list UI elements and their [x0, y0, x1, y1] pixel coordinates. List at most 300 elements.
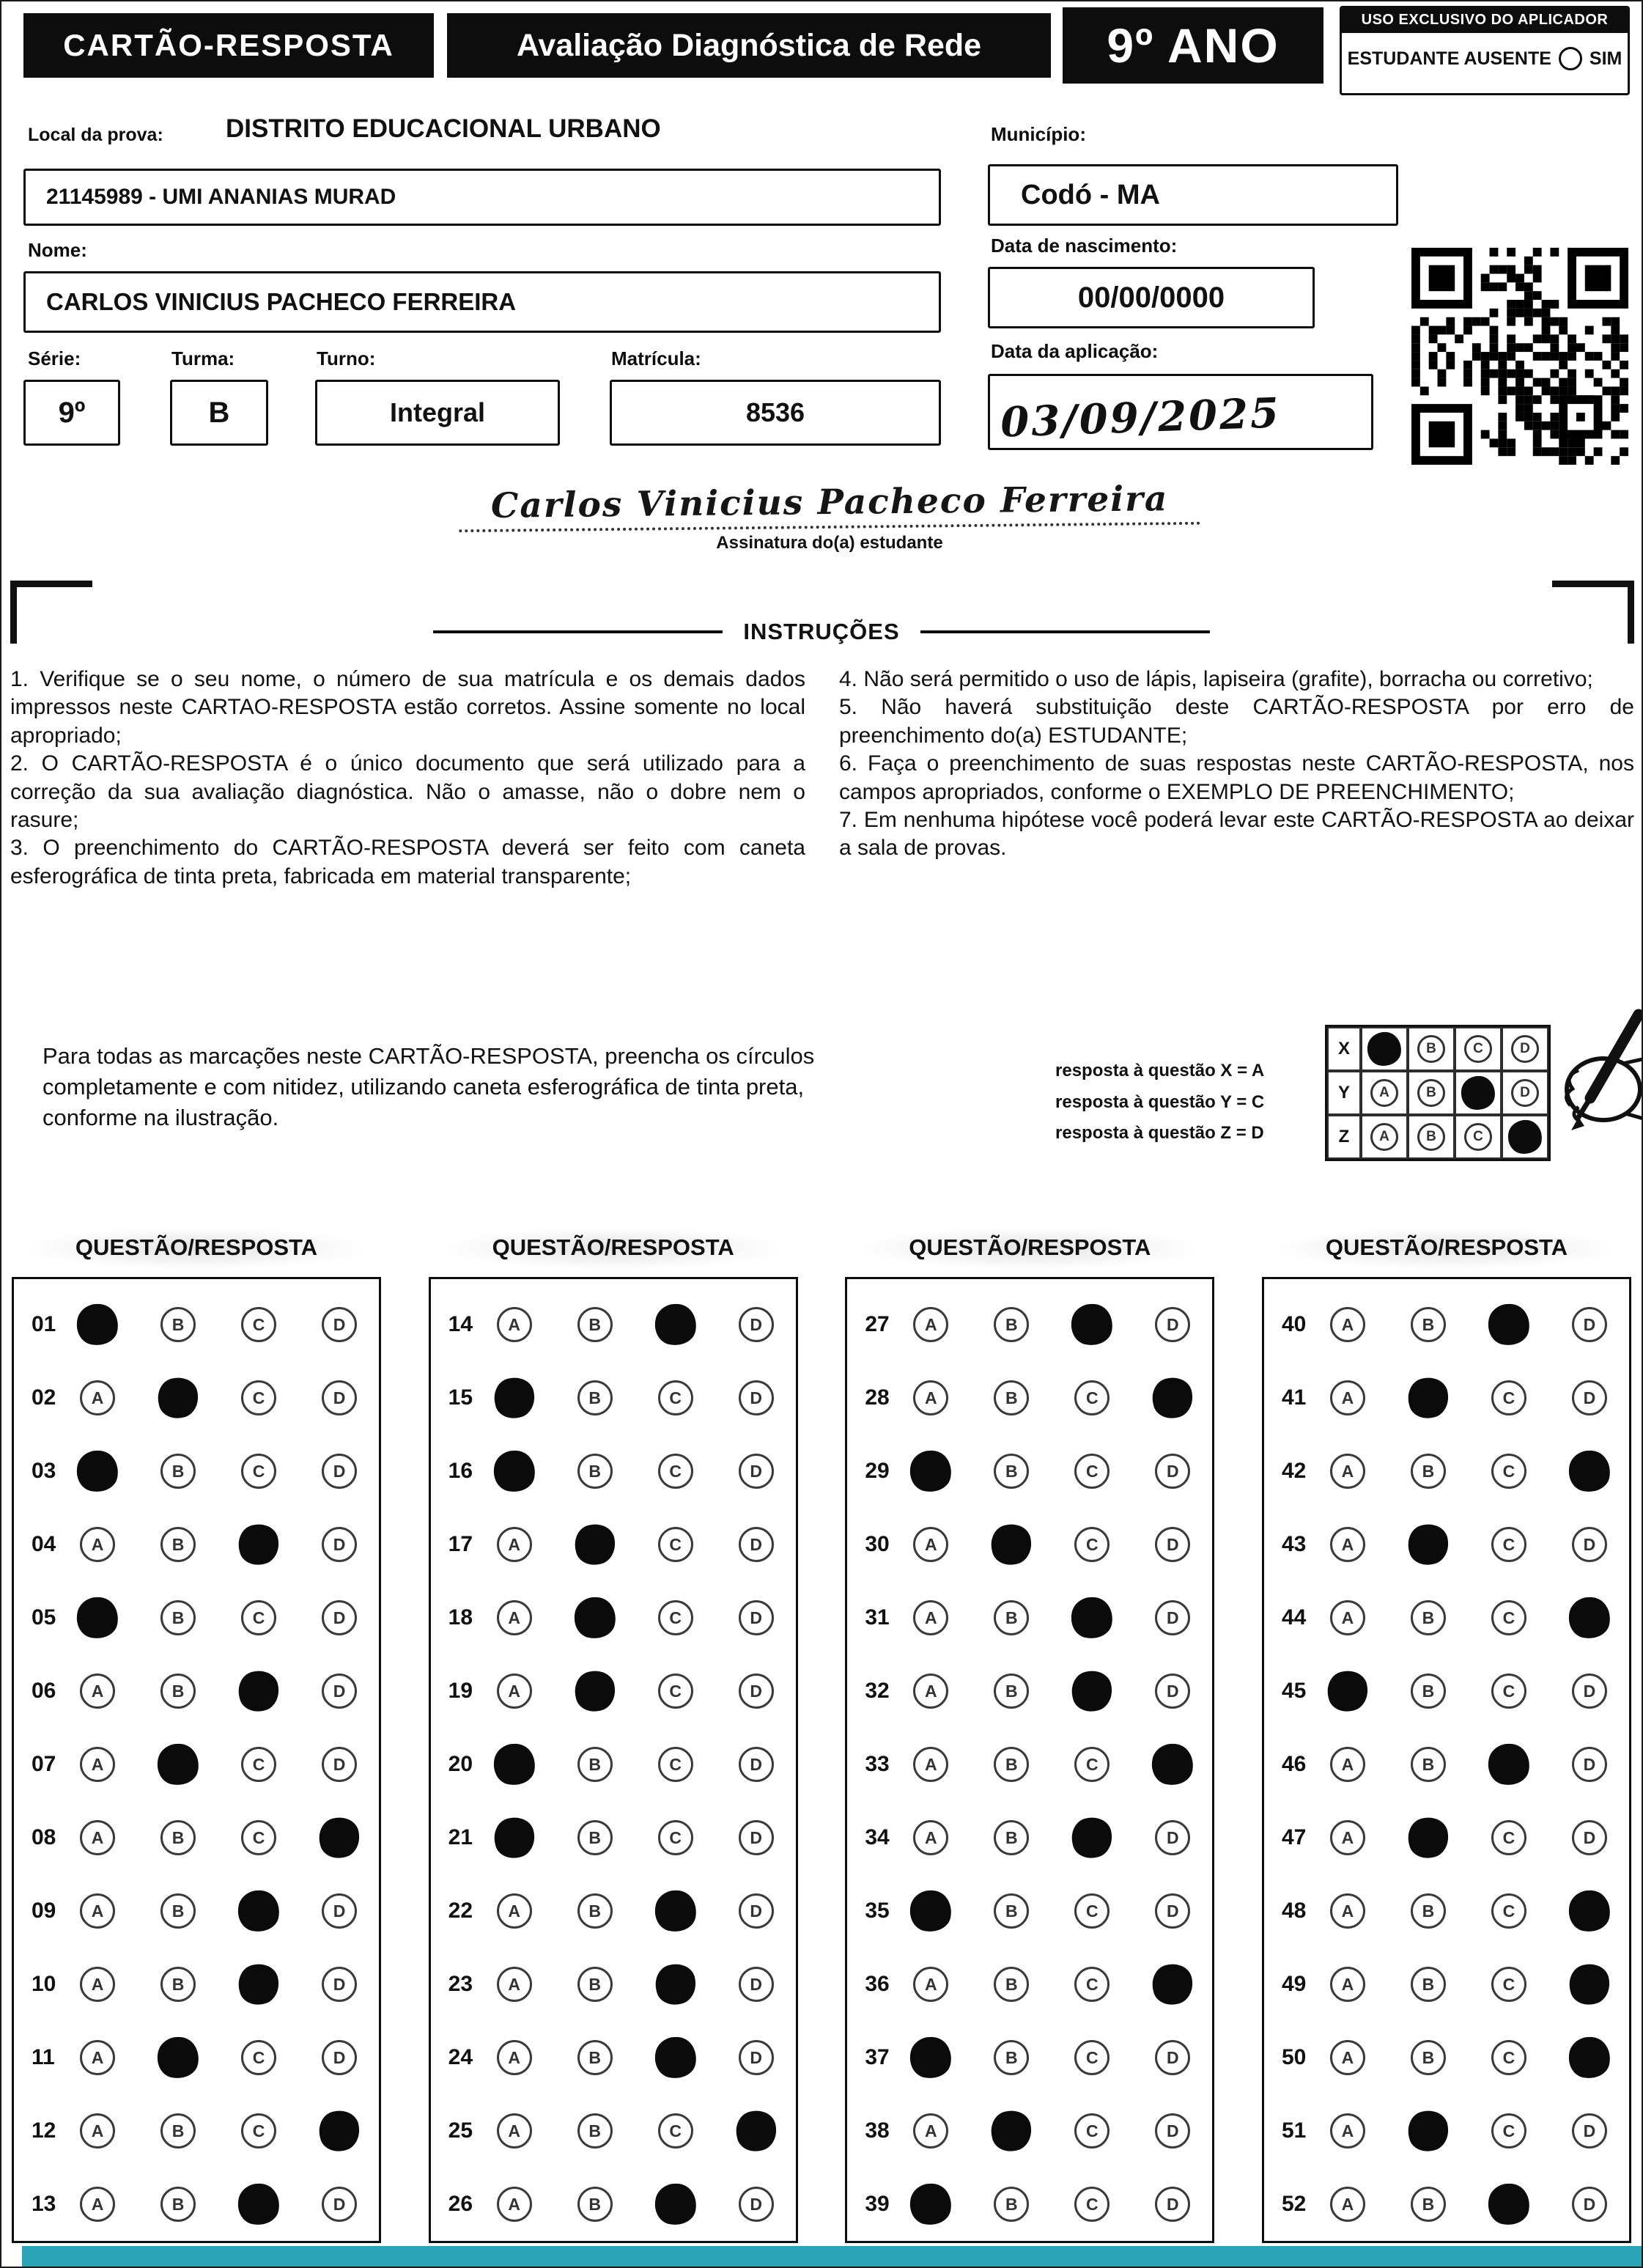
answer-bubble-33-d[interactable]: [1148, 1739, 1197, 1789]
turno-label: Turno:: [317, 347, 376, 369]
answer-bubble-20-c[interactable]: C: [658, 1747, 693, 1782]
bubble-group: [80, 2187, 357, 2222]
answer-bubble-28-b[interactable]: B: [994, 1380, 1029, 1415]
local-label: Local da prova:: [28, 125, 163, 145]
handwritten-date: 03/09/2025: [1000, 389, 1282, 447]
answer-bubble-31-d[interactable]: D: [1155, 1600, 1190, 1635]
question-row: [865, 1654, 1190, 1728]
answer-bubble-27-d[interactable]: D: [1155, 1307, 1190, 1342]
question-number: 48: [1281, 1899, 1307, 1923]
answer-grid: [429, 1277, 798, 2243]
question-row: [448, 2094, 774, 2168]
question-row: [1282, 1288, 1607, 1361]
question-row: [32, 1288, 357, 1361]
question-number: 21: [448, 1825, 473, 1849]
answer-bubble-47-c[interactable]: C: [1491, 1820, 1526, 1855]
question-row: [32, 1801, 357, 1874]
answer-bubble-12-b[interactable]: B: [160, 2113, 196, 2149]
answer-bubble-44-c[interactable]: C: [1491, 1600, 1526, 1635]
answer-bubble-37-d[interactable]: D: [1155, 2040, 1190, 2075]
answer-bubble-52-d[interactable]: D: [1572, 2187, 1607, 2222]
answer-bubble-30-c[interactable]: C: [1074, 1527, 1110, 1562]
answer-bubble-31-a[interactable]: A: [913, 1600, 948, 1635]
answer-bubble-38-c[interactable]: C: [1074, 2113, 1110, 2149]
question-row: [865, 1948, 1190, 2021]
answer-bubble-38-b[interactable]: [987, 2107, 1036, 2156]
bubble-group: [1330, 2113, 1607, 2149]
answer-grid: [1262, 1277, 1631, 2243]
question-number: 11: [32, 2045, 55, 2069]
answer-bubble-24-c[interactable]: [651, 2033, 700, 2082]
answer-bubble-03-a[interactable]: [73, 1446, 122, 1495]
answer-bubble-21-a[interactable]: [490, 1814, 539, 1863]
matricula-field: 8536: [610, 380, 941, 446]
answer-bubble-45-a[interactable]: [1323, 1667, 1373, 1716]
answer-bubble-18-c[interactable]: C: [658, 1600, 693, 1635]
answer-bubble-11-c[interactable]: C: [241, 2040, 276, 2075]
answer-column-2: [429, 1234, 798, 2243]
example-row-label: X: [1327, 1027, 1361, 1071]
answer-bubble-30-a[interactable]: A: [913, 1527, 948, 1562]
answer-bubble-08-a[interactable]: A: [80, 1820, 115, 1855]
bubble-group: [80, 1527, 357, 1562]
answer-bubble-14-b[interactable]: B: [577, 1307, 613, 1342]
answer-bubble-11-d[interactable]: D: [322, 2040, 357, 2075]
answer-bubble-01-a[interactable]: [73, 1300, 122, 1349]
answer-bubble-52-b[interactable]: B: [1411, 2187, 1446, 2222]
signature-label: Assinatura do(a) estudante: [716, 533, 943, 553]
answer-bubble-41-d[interactable]: D: [1572, 1380, 1607, 1415]
answer-bubble-04-d[interactable]: D: [322, 1527, 357, 1562]
answer-bubble-33-a[interactable]: A: [913, 1747, 948, 1782]
answer-bubble-15-d[interactable]: D: [739, 1380, 774, 1415]
example-bubble-d: D: [1511, 1079, 1539, 1107]
answer-bubble-14-c[interactable]: [651, 1300, 700, 1349]
answer-bubble-52-a[interactable]: A: [1330, 2187, 1365, 2222]
answer-bubble-02-b[interactable]: [154, 1374, 203, 1423]
answer-bubble-47-a[interactable]: A: [1330, 1820, 1365, 1855]
answer-bubble-17-b[interactable]: [570, 1520, 619, 1569]
answer-bubble-28-c[interactable]: C: [1074, 1380, 1110, 1415]
answer-bubble-30-b[interactable]: [987, 1520, 1036, 1569]
question-row: [448, 1508, 774, 1581]
answer-bubble-37-a[interactable]: [907, 2033, 956, 2082]
footer-bar: [22, 2246, 1642, 2267]
municipio-label: Município:: [991, 123, 1086, 145]
answer-bubble-40-a[interactable]: A: [1330, 1307, 1365, 1342]
answer-bubble-22-a[interactable]: A: [497, 1893, 532, 1929]
answer-bubble-25-a[interactable]: A: [497, 2113, 532, 2149]
answer-bubble-24-b[interactable]: B: [577, 2040, 613, 2075]
answer-bubble-25-d[interactable]: [731, 2107, 780, 2156]
answer-bubble-27-b[interactable]: B: [994, 1307, 1029, 1342]
answer-bubble-29-c[interactable]: C: [1074, 1454, 1110, 1489]
answer-bubble-34-b[interactable]: B: [994, 1820, 1029, 1855]
answer-bubble-23-d[interactable]: D: [739, 1967, 774, 2002]
bubble-group: [1330, 1747, 1607, 1782]
question-row: [32, 2094, 357, 2168]
answer-bubble-40-b[interactable]: B: [1411, 1307, 1446, 1342]
answer-bubble-44-d[interactable]: [1565, 1593, 1614, 1642]
bubble-group: [913, 1527, 1190, 1562]
example-cell: [1408, 1071, 1455, 1115]
answer-bubble-51-a[interactable]: A: [1330, 2113, 1365, 2149]
question-row: [32, 1948, 357, 2021]
answer-bubble-10-b[interactable]: B: [160, 1967, 196, 2002]
answer-bubble-34-c[interactable]: [1068, 1814, 1117, 1863]
answer-bubble-43-c[interactable]: C: [1491, 1527, 1526, 1562]
answer-grid: [845, 1277, 1214, 2243]
answer-bubble-26-d[interactable]: D: [739, 2187, 774, 2222]
example-cell: [1361, 1027, 1408, 1071]
question-number: 41: [1281, 1385, 1307, 1410]
absent-label: ESTUDANTE AUSENTE: [1347, 48, 1551, 69]
question-number: 18: [448, 1605, 473, 1630]
answer-bubble-29-a[interactable]: [907, 1446, 956, 1495]
answer-bubble-13-a[interactable]: A: [80, 2187, 115, 2222]
answer-bubble-20-d[interactable]: D: [739, 1747, 774, 1782]
answer-bubble-26-a[interactable]: A: [497, 2187, 532, 2222]
answer-bubble-19-a[interactable]: A: [497, 1674, 532, 1709]
answer-bubble-28-a[interactable]: A: [913, 1380, 948, 1415]
answer-bubble-31-b[interactable]: B: [994, 1600, 1029, 1635]
answer-bubble-43-b[interactable]: [1404, 1520, 1453, 1569]
answer-bubble-06-c[interactable]: [235, 1667, 284, 1716]
answer-bubble-34-d[interactable]: D: [1155, 1820, 1190, 1855]
answer-bubble-02-d[interactable]: D: [322, 1380, 357, 1415]
answer-bubble-31-c[interactable]: [1068, 1593, 1117, 1642]
answer-bubble-41-b[interactable]: [1404, 1374, 1453, 1423]
answer-bubble-48-a[interactable]: A: [1330, 1893, 1365, 1929]
answer-bubble-28-d[interactable]: [1148, 1374, 1197, 1423]
answer-bubble-13-c[interactable]: [234, 2179, 283, 2228]
answer-bubble-36-d[interactable]: [1148, 1960, 1197, 2009]
answer-bubble-05-d[interactable]: D: [322, 1600, 357, 1635]
example-bubble-c: C: [1464, 1035, 1492, 1063]
answer-bubble-20-b[interactable]: B: [577, 1747, 613, 1782]
answer-bubble-33-c[interactable]: C: [1074, 1747, 1110, 1782]
question-row: [448, 2021, 774, 2094]
answer-bubble-42-c[interactable]: C: [1491, 1454, 1526, 1489]
serie-label: Série:: [28, 347, 81, 369]
question-row: [1282, 1361, 1607, 1435]
answer-bubble-18-b[interactable]: [570, 1593, 619, 1642]
answer-bubble-48-b[interactable]: B: [1411, 1893, 1446, 1929]
answer-bubble-37-b[interactable]: B: [994, 2040, 1029, 2075]
answer-bubble-50-d[interactable]: [1565, 2033, 1614, 2082]
instructions-header: [1, 619, 1642, 645]
answer-bubble-21-b[interactable]: B: [577, 1820, 613, 1855]
answer-bubble-04-a[interactable]: A: [80, 1527, 115, 1562]
answer-bubble-18-a[interactable]: A: [497, 1600, 532, 1635]
question-row: [865, 1874, 1190, 1948]
answer-bubble-06-d[interactable]: D: [322, 1674, 357, 1709]
answer-bubble-52-c[interactable]: [1484, 2179, 1533, 2228]
answer-bubble-39-c[interactable]: C: [1074, 2187, 1110, 2222]
answer-bubble-14-d[interactable]: D: [739, 1307, 774, 1342]
example-row-label: Z: [1327, 1115, 1361, 1159]
school-field: 21145989 - UMI ANANIAS MURAD: [23, 169, 941, 226]
answer-bubble-46-c[interactable]: [1484, 1739, 1533, 1789]
question-row: [448, 1728, 774, 1801]
question-number: 34: [865, 1825, 890, 1849]
question-row: [865, 1801, 1190, 1874]
answer-bubble-16-d[interactable]: D: [739, 1454, 774, 1489]
answer-bubble-25-b[interactable]: B: [577, 2113, 613, 2149]
answer-bubble-51-c[interactable]: C: [1491, 2113, 1526, 2149]
question-row: [1282, 1874, 1607, 1948]
answer-bubble-27-a[interactable]: A: [913, 1307, 948, 1342]
answer-bubble-12-c[interactable]: C: [241, 2113, 276, 2149]
answer-bubble-05-a[interactable]: [73, 1593, 122, 1642]
answer-bubble-27-c[interactable]: [1068, 1300, 1117, 1349]
question-row: [865, 1581, 1190, 1654]
answer-bubble-19-b[interactable]: [570, 1667, 619, 1716]
answer-bubble-21-d[interactable]: D: [739, 1820, 774, 1855]
answer-bubble-05-c[interactable]: C: [241, 1600, 276, 1635]
bubble-group: [1330, 1454, 1607, 1489]
answer-bubble-09-d[interactable]: D: [322, 1893, 357, 1929]
answer-bubble-12-a[interactable]: A: [80, 2113, 115, 2149]
question-number: 06: [32, 1679, 56, 1703]
bubble-group: [497, 2187, 774, 2222]
answer-bubble-15-b[interactable]: B: [577, 1380, 613, 1415]
answer-bubble-36-a[interactable]: A: [913, 1967, 948, 2002]
answer-bubble-10-c[interactable]: [235, 1960, 284, 2009]
answer-bubble-04-b[interactable]: B: [160, 1527, 196, 1562]
instruction-item: 6. Faça o preenchimento de suas respostas neste CARTÃO-RESPOSTA, nos campos apropriados, conforme o EXEMPLO DE PREENCHIMENTO;: [839, 751, 1634, 804]
answer-bubble-06-b[interactable]: B: [160, 1674, 196, 1709]
answer-columns: [12, 1234, 1631, 2243]
question-number: 43: [1281, 1532, 1307, 1556]
answer-bubble-17-d[interactable]: D: [739, 1527, 774, 1562]
question-row: [448, 1288, 774, 1361]
bubble-group: [497, 1967, 774, 2002]
answer-bubble-15-c[interactable]: C: [658, 1380, 693, 1415]
answer-bubble-41-c[interactable]: C: [1491, 1380, 1526, 1415]
answer-bubble-19-d[interactable]: D: [739, 1674, 774, 1709]
answer-bubble-32-d[interactable]: D: [1155, 1674, 1190, 1709]
answer-bubble-02-a[interactable]: A: [80, 1380, 115, 1415]
answer-bubble-23-a[interactable]: A: [497, 1967, 532, 2002]
answer-bubble-23-c[interactable]: [651, 1960, 700, 2009]
answer-bubble-30-d[interactable]: D: [1155, 1527, 1190, 1562]
answer-bubble-45-c[interactable]: C: [1491, 1674, 1526, 1709]
answer-bubble-29-b[interactable]: B: [994, 1454, 1029, 1489]
question-number: 51: [1281, 2118, 1307, 2143]
answer-bubble-08-b[interactable]: B: [160, 1820, 196, 1855]
answer-bubble-17-a[interactable]: A: [497, 1527, 532, 1562]
answer-bubble-09-a[interactable]: A: [80, 1893, 115, 1929]
answer-bubble-11-b[interactable]: [153, 2033, 202, 2082]
answer-bubble-12-d[interactable]: [315, 2107, 364, 2156]
answer-bubble-51-b[interactable]: [1404, 2107, 1453, 2156]
example-row-label: Y: [1327, 1071, 1361, 1115]
answer-bubble-16-b[interactable]: B: [577, 1454, 613, 1489]
answer-bubble-35-b[interactable]: B: [994, 1893, 1029, 1929]
answer-bubble-01-c[interactable]: C: [241, 1307, 276, 1342]
answer-bubble-02-c[interactable]: C: [241, 1380, 276, 1415]
bubble-group: [913, 1967, 1190, 2002]
example-bubble-a: [1365, 1030, 1403, 1068]
answer-bubble-36-c[interactable]: C: [1074, 1967, 1110, 2002]
answer-bubble-24-d[interactable]: D: [739, 2040, 774, 2075]
answer-bubble-48-d[interactable]: [1565, 1886, 1614, 1935]
answer-bubble-50-a[interactable]: A: [1330, 2040, 1365, 2075]
bubble-group: [1330, 1820, 1607, 1855]
question-number: 19: [448, 1679, 473, 1703]
bubble-group: [497, 1674, 774, 1709]
answer-bubble-35-a[interactable]: [907, 1886, 956, 1935]
answer-bubble-07-a[interactable]: A: [80, 1747, 115, 1782]
answer-bubble-25-c[interactable]: C: [658, 2113, 693, 2149]
answer-bubble-46-a[interactable]: A: [1330, 1747, 1365, 1782]
answer-bubble-20-a[interactable]: [490, 1739, 539, 1789]
answer-bubble-09-c[interactable]: [234, 1886, 283, 1935]
answer-bubble-10-a[interactable]: A: [80, 1967, 115, 2002]
answer-bubble-47-d[interactable]: D: [1572, 1820, 1607, 1855]
answer-bubble-18-d[interactable]: D: [739, 1600, 774, 1635]
answer-bubble-32-b[interactable]: B: [994, 1674, 1029, 1709]
answer-bubble-23-b[interactable]: B: [577, 1967, 613, 2002]
answer-bubble-44-a[interactable]: A: [1330, 1600, 1365, 1635]
answer-bubble-22-b[interactable]: B: [577, 1893, 613, 1929]
question-number: 52: [1281, 2192, 1307, 2216]
bubble-group: [913, 1307, 1190, 1342]
question-number: 08: [32, 1825, 56, 1849]
answer-bubble-43-d[interactable]: D: [1572, 1527, 1607, 1562]
answer-bubble-44-b[interactable]: B: [1411, 1600, 1446, 1635]
absent-option-circle[interactable]: [1559, 47, 1582, 70]
bubble-group: [80, 1747, 357, 1782]
question-number: 17: [448, 1532, 473, 1556]
answer-bubble-36-b[interactable]: B: [994, 1967, 1029, 2002]
answer-bubble-42-d[interactable]: [1565, 1446, 1614, 1495]
hand-pen-illustration: [1489, 1007, 1643, 1161]
answer-bubble-15-a[interactable]: [490, 1374, 539, 1423]
answer-bubble-50-b[interactable]: B: [1411, 2040, 1446, 2075]
answer-bubble-01-b[interactable]: B: [160, 1307, 196, 1342]
answer-bubble-39-a[interactable]: [907, 2179, 956, 2228]
answer-bubble-10-d[interactable]: D: [322, 1967, 357, 2002]
answer-bubble-16-a[interactable]: [490, 1446, 539, 1495]
bubble-group: [497, 1600, 774, 1635]
answer-bubble-45-b[interactable]: B: [1411, 1674, 1446, 1709]
question-row: [1282, 1435, 1607, 1508]
answer-bubble-07-b[interactable]: [153, 1739, 202, 1789]
question-row: [32, 1581, 357, 1654]
answer-bubble-49-b[interactable]: B: [1411, 1967, 1446, 2002]
answer-bubble-08-d[interactable]: [315, 1814, 364, 1863]
answer-bubble-03-d[interactable]: D: [322, 1454, 357, 1489]
answer-bubble-14-a[interactable]: A: [497, 1307, 532, 1342]
example-bubble-b: B: [1417, 1123, 1445, 1151]
answer-bubble-16-c[interactable]: C: [658, 1454, 693, 1489]
answer-bubble-40-d[interactable]: D: [1572, 1307, 1607, 1342]
answer-bubble-49-a[interactable]: A: [1330, 1967, 1365, 2002]
answer-bubble-06-a[interactable]: A: [80, 1674, 115, 1709]
answer-bubble-09-b[interactable]: B: [160, 1893, 196, 1929]
answer-bubble-35-c[interactable]: C: [1074, 1893, 1110, 1929]
answer-bubble-11-a[interactable]: A: [80, 2040, 115, 2075]
answer-bubble-50-c[interactable]: C: [1491, 2040, 1526, 2075]
answer-bubble-05-b[interactable]: B: [160, 1600, 196, 1635]
bubble-group: [80, 1380, 357, 1415]
bubble-group: [913, 1380, 1190, 1415]
example-cell: [1361, 1071, 1408, 1115]
answer-bubble-49-d[interactable]: [1565, 1960, 1614, 2009]
answer-bubble-38-d[interactable]: D: [1155, 2113, 1190, 2149]
answer-bubble-35-d[interactable]: D: [1155, 1893, 1190, 1929]
answer-bubble-26-c[interactable]: [651, 2179, 700, 2228]
answer-bubble-13-d[interactable]: D: [322, 2187, 357, 2222]
answer-bubble-24-a[interactable]: A: [497, 2040, 532, 2075]
bubble-group: [497, 1747, 774, 1782]
answer-bubble-04-c[interactable]: [235, 1520, 284, 1569]
answer-bubble-07-d[interactable]: D: [322, 1747, 357, 1782]
question-number: 04: [32, 1532, 56, 1556]
answer-bubble-42-a[interactable]: A: [1330, 1454, 1365, 1489]
answer-grid: [12, 1277, 381, 2243]
answer-bubble-29-d[interactable]: D: [1155, 1454, 1190, 1489]
answer-bubble-07-c[interactable]: C: [241, 1747, 276, 1782]
answer-bubble-03-c[interactable]: C: [241, 1454, 276, 1489]
answer-bubble-51-d[interactable]: D: [1572, 2113, 1607, 2149]
question-number: 27: [865, 1312, 890, 1336]
answer-bubble-08-c[interactable]: C: [241, 1820, 276, 1855]
answer-bubble-22-d[interactable]: D: [739, 1893, 774, 1929]
answer-bubble-41-a[interactable]: A: [1330, 1380, 1365, 1415]
answer-bubble-38-a[interactable]: A: [913, 2113, 948, 2149]
answer-bubble-37-c[interactable]: C: [1074, 2040, 1110, 2075]
answer-bubble-32-a[interactable]: A: [913, 1674, 948, 1709]
answer-bubble-19-c[interactable]: C: [658, 1674, 693, 1709]
answer-bubble-43-a[interactable]: A: [1330, 1527, 1365, 1562]
bubble-group: [80, 2113, 357, 2149]
answer-bubble-21-c[interactable]: C: [658, 1820, 693, 1855]
answer-bubble-01-d[interactable]: D: [322, 1307, 357, 1342]
answer-bubble-13-b[interactable]: B: [160, 2187, 196, 2222]
answer-bubble-39-b[interactable]: B: [994, 2187, 1029, 2222]
question-row: [448, 1948, 774, 2021]
answer-bubble-49-c[interactable]: C: [1491, 1967, 1526, 2002]
answer-bubble-34-a[interactable]: A: [913, 1820, 948, 1855]
answer-bubble-26-b[interactable]: B: [577, 2187, 613, 2222]
answer-bubble-17-c[interactable]: C: [658, 1527, 693, 1562]
bubble-group: [1330, 1674, 1607, 1709]
bubble-group: [80, 1307, 357, 1342]
answer-bubble-03-b[interactable]: B: [160, 1454, 196, 1489]
question-number: 29: [865, 1459, 890, 1483]
answer-bubble-40-c[interactable]: [1484, 1300, 1533, 1349]
answer-bubble-46-b[interactable]: B: [1411, 1747, 1446, 1782]
answer-bubble-42-b[interactable]: B: [1411, 1454, 1446, 1489]
answer-bubble-46-d[interactable]: D: [1572, 1747, 1607, 1782]
answer-bubble-45-d[interactable]: D: [1572, 1674, 1607, 1709]
bubble-group: [80, 1820, 357, 1855]
bubble-group: [913, 2040, 1190, 2075]
question-number: 33: [865, 1752, 890, 1776]
answer-bubble-33-b[interactable]: B: [994, 1747, 1029, 1782]
question-row: [1282, 2094, 1607, 2168]
answer-bubble-47-b[interactable]: [1404, 1814, 1453, 1863]
answer-bubble-32-c[interactable]: [1068, 1667, 1117, 1716]
question-number: 37: [865, 2045, 890, 2069]
question-row: [448, 1801, 774, 1874]
answer-bubble-48-c[interactable]: C: [1491, 1893, 1526, 1929]
answer-bubble-39-d[interactable]: D: [1155, 2187, 1190, 2222]
answer-bubble-22-c[interactable]: [651, 1886, 700, 1935]
